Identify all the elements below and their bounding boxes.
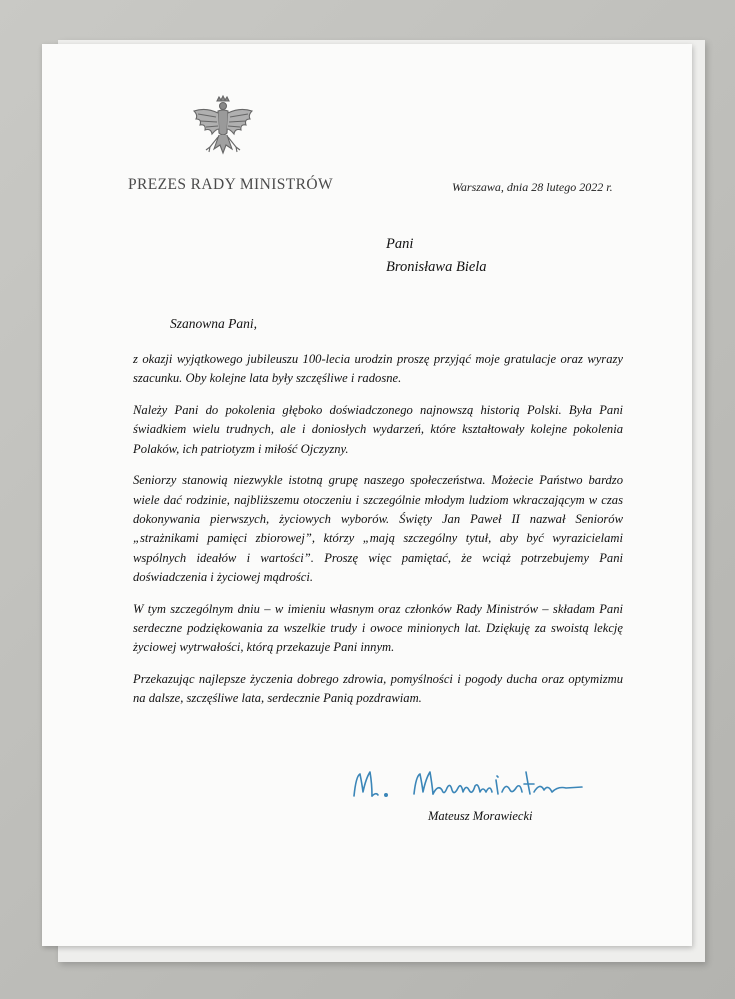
polish-eagle-emblem-icon (190, 95, 256, 167)
recipient-name: Bronisława Biela (386, 259, 487, 275)
paragraph: Seniorzy stanowią niezwykle istotną grupę naszego społeczeństwa. Możecie Państwo bardzo wiele dać rodzinie, najbliższemu otoczeniu i szczególnie młodym ludziom wkraczającym w czas dokonywania pierwszych, życiowych wyborów. Święty Jan Paweł II nazwał Seniorów „strażnikami pamięci zbiorowej”, którzy „mają szczególny tytuł, aby być wyrazicielami wspólnych ideałów i wartości”. Proszę więc pamiętać, że wciąż potrzebujemy Pani doświadczenia i życiowej mądrości. (133, 473, 623, 584)
paragraph: W tym szczególnym dniu – w imieniu własnym oraz członków Rady Ministrów – składam Pani serdeczne podziękowania za wszelkie trudy i owoce minionych lat. Dziękuję za swoistą lekcję życiowej wytrwałości, którą przekazuje Pani innym. (133, 601, 623, 655)
recipient-title: Pani (386, 236, 414, 252)
paragraph: Należy Pani do pokolenia głęboko doświadczonego najnowszą historią Polski. Była Pani świadkiem wielu trudnych, ale i doniosłych wydarzeń, które kształtowały kolejne pokolenia Polaków, ich patriotyzm i miłość Ojczyzny. (133, 403, 623, 456)
letter-body (133, 350, 623, 721)
date-line: Warszawa, dnia 28 lutego 2022 r. (452, 180, 613, 194)
salutation: Szanowna Pani, (170, 316, 258, 331)
handwritten-signature (348, 762, 628, 812)
organization-title: PREZES RADY MINISTRÓW (128, 176, 334, 193)
paragraph: z okazji wyjątkowego jubileuszu 100-lecia urodzin proszę przyjąć moje gratulacje oraz wyrazy szacunku. Oby kolejne lata były szczęśliwe i radosne. (133, 352, 623, 386)
recipient-block (386, 233, 487, 279)
signer-name: Mateusz Morawiecki (428, 809, 533, 823)
paragraph: Przekazując najlepsze życzenia dobrego zdrowia, pomyślności i pogody ducha oraz optymizmu na dalsze, szczęśliwe lata, serdecznie Panią pozdrawiam. (133, 672, 623, 706)
